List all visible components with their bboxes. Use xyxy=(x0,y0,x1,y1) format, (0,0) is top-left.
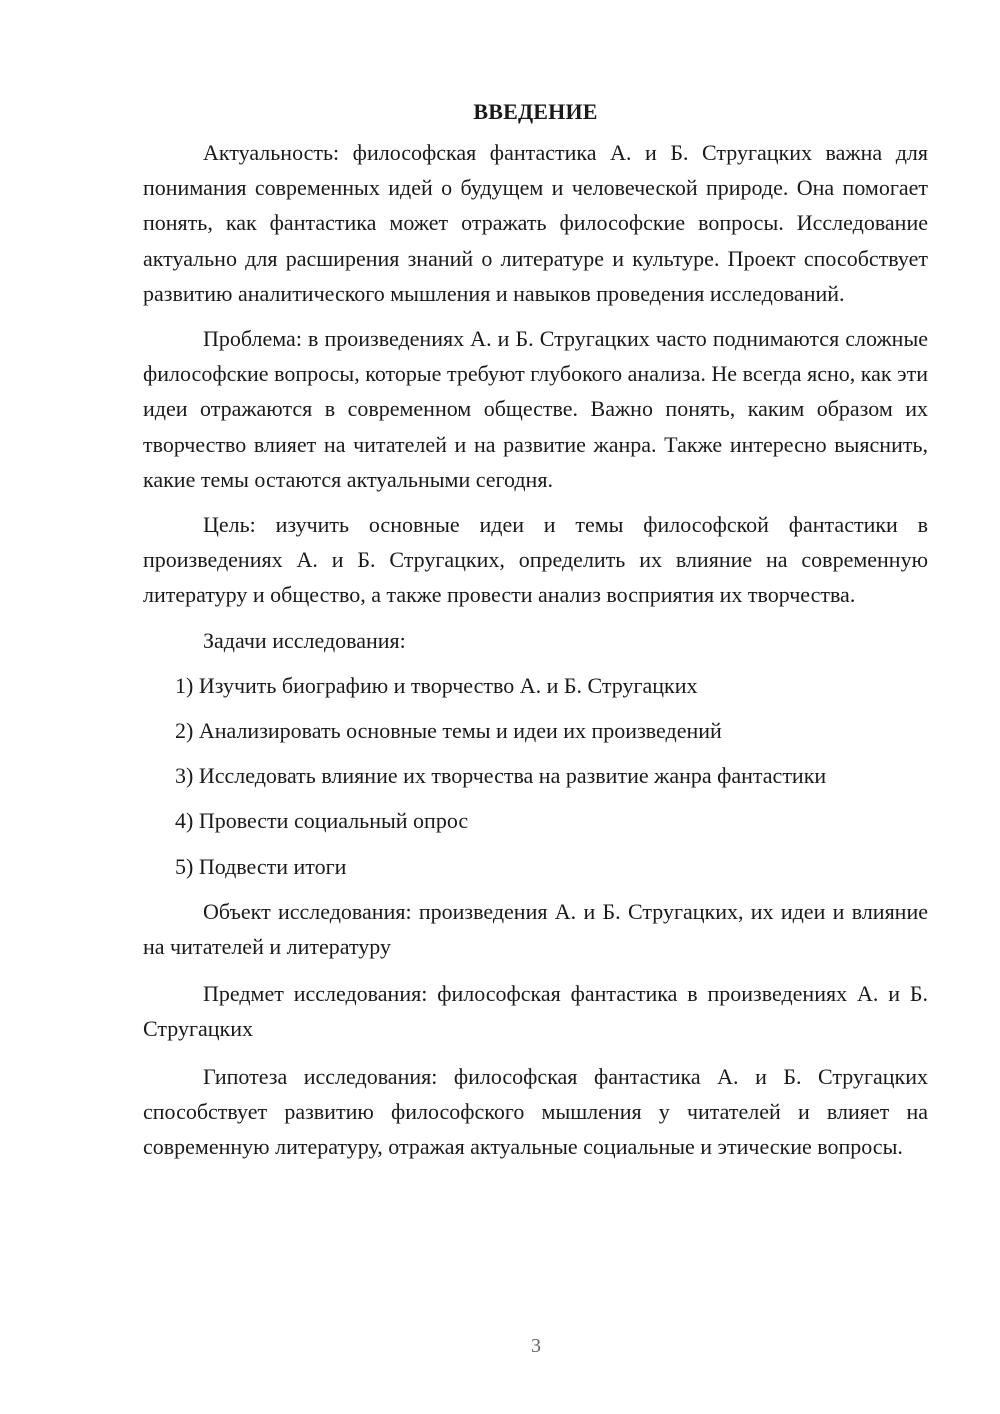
task-item: 3) Исследовать влияние их творчества на развитие жанра фантастики xyxy=(175,763,827,789)
tasks-list xyxy=(143,668,928,884)
page-number: 3 xyxy=(531,1335,541,1357)
document-body xyxy=(143,94,928,1176)
paragraph-hypothesis: Гипотеза исследования: философская фантастика А. и Б. Стругацких способствует развитию философского мышления у читателей и влияет на современную литературу, отражая актуальные социальные и этические вопросы. xyxy=(143,1063,928,1160)
paragraph-subject: Предмет исследования: философская фантастика в произведениях А. и Б. Стругацких xyxy=(143,981,928,1042)
task-item: 2) Анализировать основные темы и идеи их произведений xyxy=(175,718,722,744)
paragraph-goal: Цель: изучить основные идеи и темы философской фантастики в произведениях А. и Б. Стругацких, определить их влияние на современную литературу и общество, а также провести анализ восприятия их творчества. xyxy=(143,512,928,608)
tasks-heading: Задачи исследования: xyxy=(203,627,406,653)
task-item: 4) Провести социальный опрос xyxy=(175,808,469,834)
paragraph-problem: Проблема: в произведениях А. и Б. Стругацких часто поднимаются сложные философские вопросы, которые требуют глубокого анализа. Не всегда ясно, как эти идеи отражаются в современном обществе. Важно понять, каким образом их творчество влияет на читателей и на развитие жанра. Также интересно выяснить, какие темы остаются актуальными сегодня. xyxy=(143,326,928,492)
task-item: 5) Подвести итоги xyxy=(175,853,347,879)
page-title: ВВЕДЕНИЕ xyxy=(473,99,598,124)
paragraph-relevance: Актуальность: философская фантастика А. и Б. Стругацких важна для понимания современных идей о будущем и человеческой природе. Она помогает понять, как фантастика может отражать философские вопросы. Исследование актуально для расширения знаний о литературе и культуре. Проект способствует развитию аналитического мышления и навыков проведения исследований. xyxy=(143,140,928,306)
task-item: 1) Изучить биографию и творчество А. и Б. Стругацких xyxy=(175,672,698,698)
paragraph-object: Объект исследования: произведения А. и Б. Стругацких, их идеи и влияние на читателей и литературу xyxy=(143,898,928,960)
